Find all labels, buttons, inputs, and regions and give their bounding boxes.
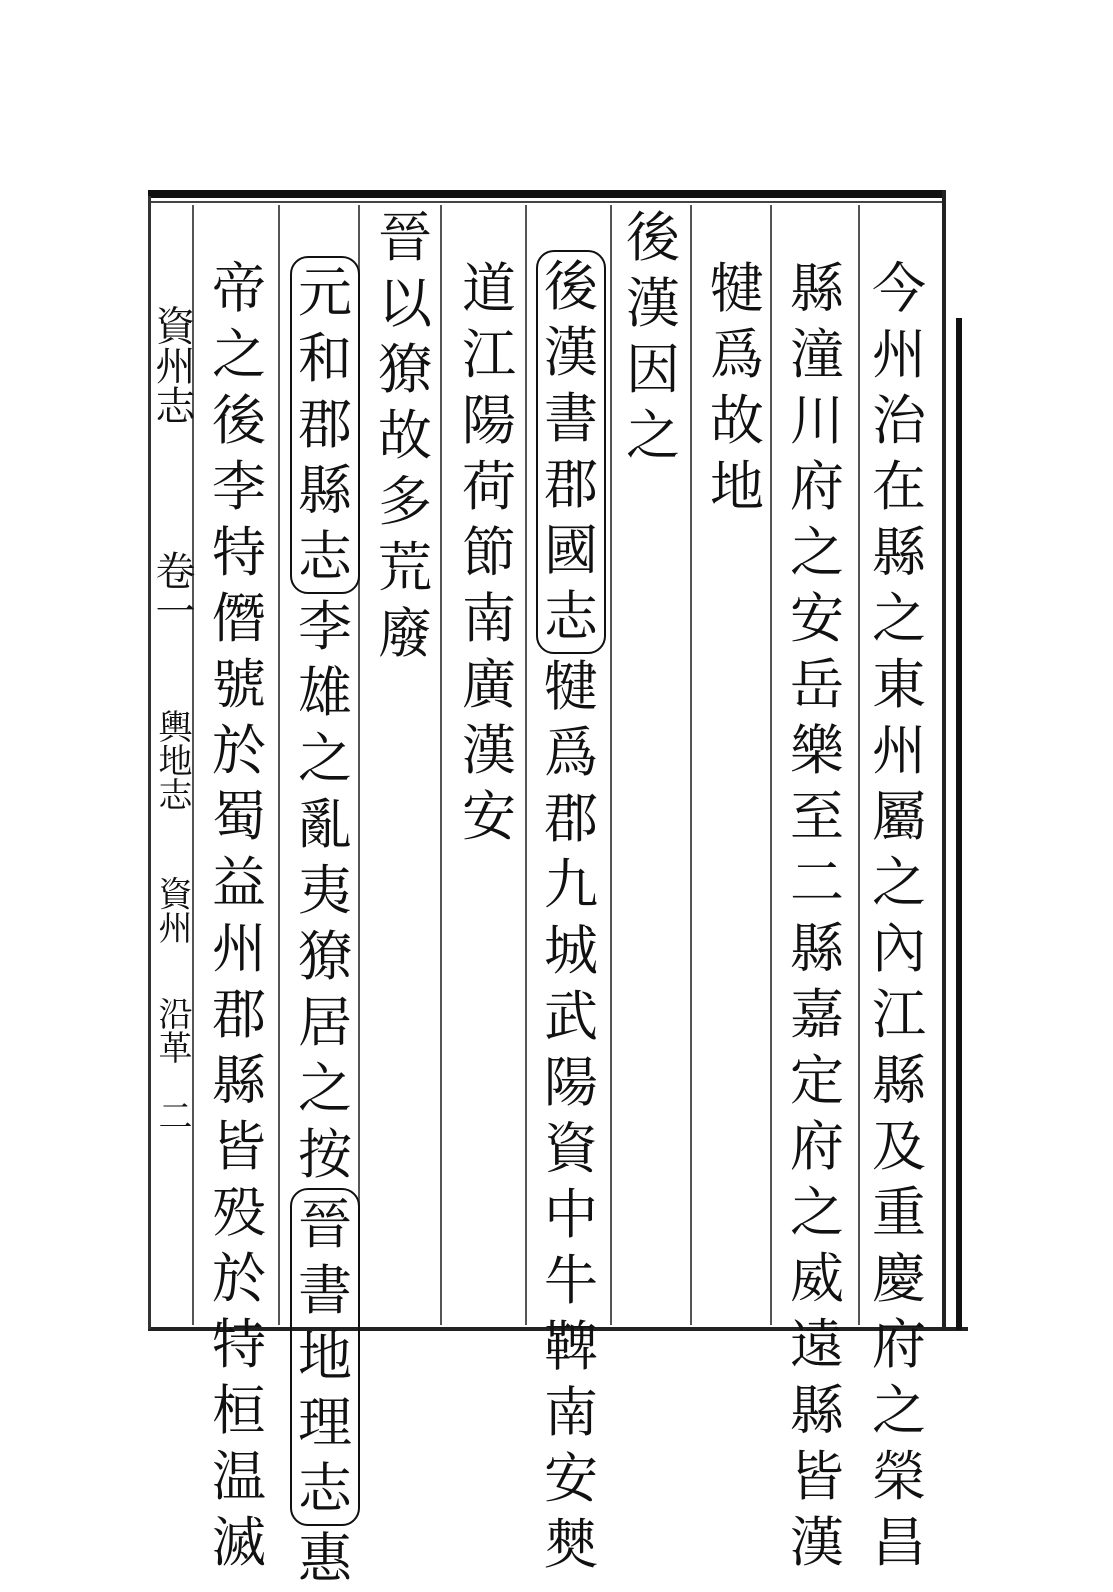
text-segment: 今 州 治 在 縣 之 東 州 屬 之 內 江 縣 及 重 慶 府 之 榮 昌 [872, 257, 926, 1574]
text-segment: 縣 潼 川 府 之 安 岳 樂 至 二 縣 嘉 定 府 之 威 遠 縣 皆 漢 [790, 257, 844, 1574]
column-divider [690, 205, 692, 1325]
column-divider [440, 205, 442, 1325]
text-segment: 帝 之 後 李 特 僭 號 於 蜀 益 州 郡 縣 皆 殁 於 特 桓 温 滅 [212, 257, 266, 1574]
text-column-9 [206, 256, 272, 1576]
text-column-1 [866, 256, 932, 1576]
text-column-7 [372, 205, 438, 667]
margin-page: 二 [152, 1098, 192, 1132]
text-segment: 惠 [298, 1527, 352, 1590]
frame-right-shadow [956, 318, 962, 1330]
column-divider [858, 205, 860, 1325]
frame-right-border [942, 190, 946, 1330]
column-divider [770, 205, 772, 1325]
frame-top-rule [148, 201, 946, 203]
text-segment: 李 雄 之 亂 夷 獠 居 之 按 [298, 595, 352, 1186]
text-column-4 [620, 205, 686, 469]
column-divider [610, 205, 612, 1325]
cited-title: 晉 書 地 理 志 [290, 1188, 360, 1526]
text-segment: 犍 爲 郡 九 城 武 陽 資 中 牛 鞞 南 安 僰 [544, 655, 598, 1576]
margin-title: 資州志 [149, 305, 195, 425]
frame-top-border [148, 190, 946, 198]
margin-subject: 資州 [152, 876, 192, 944]
cited-title: 元 和 郡 縣 志 [290, 256, 360, 594]
text-column-8 [292, 256, 358, 1592]
text-segment: 犍 爲 故 地 [710, 257, 764, 518]
cited-title: 後 漢 書 郡 國 志 [536, 250, 606, 654]
margin-section: 輿地志 [152, 709, 192, 811]
margin-topic: 沿革 [152, 996, 192, 1064]
margin-column [150, 205, 194, 1145]
text-segment: 道 江 陽 荷 節 南 廣 漢 安 [462, 257, 516, 848]
text-segment: 後 漢 因 之 [626, 206, 680, 467]
text-column-5 [538, 250, 604, 1578]
column-divider [525, 205, 527, 1325]
column-divider [278, 205, 280, 1325]
text-segment: 晉 以 獠 故 多 荒 廢 [378, 206, 432, 665]
margin-volume: 卷一 [149, 550, 195, 630]
text-column-6 [456, 256, 522, 850]
text-column-2 [784, 256, 850, 1576]
text-column-3 [704, 256, 770, 520]
